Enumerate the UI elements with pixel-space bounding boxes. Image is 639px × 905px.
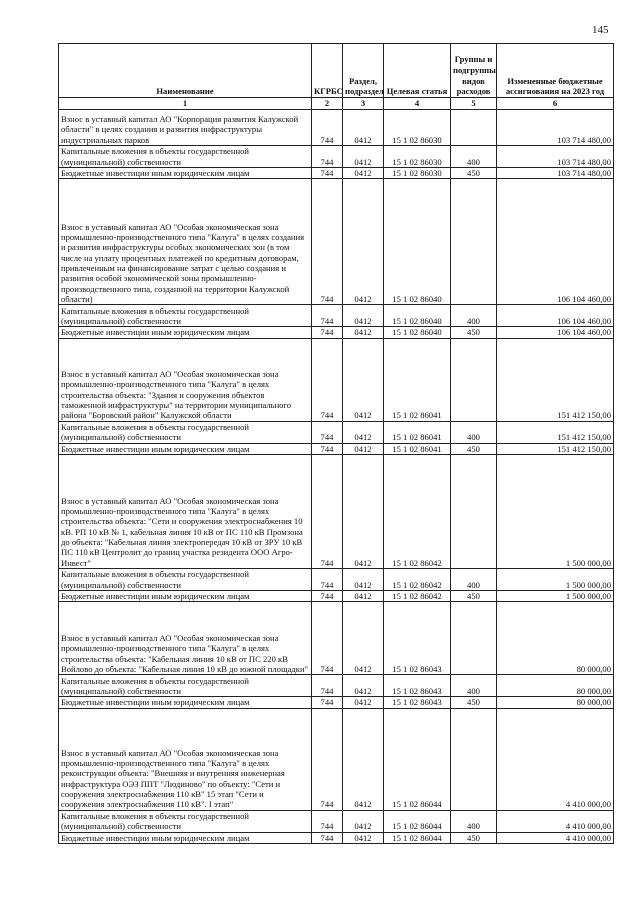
row-name: Взнос в уставный капитал АО "Особая экономическая зона промышленно-производственного типа "Калуга" в целях строительства объекта: "Кабельная линия 10 кВ от ПС 220 кВ Войлово до объекта: "Кабельная линия 10 кВ до южной площадки" (59, 602, 312, 675)
table-row (59, 338, 614, 421)
row-amount: 80 000,00 (497, 675, 614, 697)
row-amount: 1 500 000,00 (497, 590, 614, 601)
table-row (59, 327, 614, 338)
row-target: 15 1 02 86043 (384, 602, 451, 675)
table-row (59, 146, 614, 168)
row-kgrbs: 744 (312, 832, 343, 843)
col-number: 6 (497, 98, 614, 110)
row-group: 400 (451, 568, 497, 590)
row-name: Взнос в уставный капитал АО "Корпорация развития Калужской области" в целях создания и развития инфраструктуры индустриальных парков (59, 110, 312, 146)
row-amount: 4 410 000,00 (497, 708, 614, 810)
row-group (451, 602, 497, 675)
row-section: 0412 (343, 146, 384, 168)
table-row (59, 832, 614, 843)
row-amount: 151 412 150,00 (497, 443, 614, 454)
row-target: 15 1 02 86042 (384, 568, 451, 590)
row-section: 0412 (343, 168, 384, 179)
row-section: 0412 (343, 443, 384, 454)
row-section: 0412 (343, 810, 384, 832)
col-number: 5 (451, 98, 497, 110)
row-name: Взнос в уставный капитал АО "Особая экономическая зона промышленно-производственного типа "Калуга" в целях строительства объекта: "Сети и сооружения электроснабжения 10 кВ. РП 10 кВ № 1, кабельная линия 10 кВ от ПС 110 кВ Промзона до объекта: "Кабельная линия электропередач 10 кВ от ЗРУ 10 кВ ПС 110 кВ Центролит до границ участка резидента ООО Агро-Инвест" (59, 454, 312, 568)
row-section: 0412 (343, 454, 384, 568)
row-group: 400 (451, 810, 497, 832)
row-amount: 1 500 000,00 (497, 568, 614, 590)
table-row (59, 697, 614, 708)
column-number-row (59, 98, 614, 110)
row-group (451, 454, 497, 568)
row-group (451, 338, 497, 421)
row-target: 15 1 02 86030 (384, 168, 451, 179)
row-group: 400 (451, 675, 497, 697)
row-name: Капитальные вложения в объекты государственной (муниципальной) собственности (59, 146, 312, 168)
row-section: 0412 (343, 327, 384, 338)
row-target: 15 1 02 86043 (384, 675, 451, 697)
header-kgrbs: КГРБС (312, 44, 343, 98)
table-row (59, 675, 614, 697)
row-section: 0412 (343, 338, 384, 421)
table-row (59, 168, 614, 179)
row-name: Бюджетные инвестиции иным юридическим лицам (59, 327, 312, 338)
row-group: 450 (451, 443, 497, 454)
row-amount: 151 412 150,00 (497, 338, 614, 421)
row-name: Бюджетные инвестиции иным юридическим лицам (59, 697, 312, 708)
row-kgrbs: 744 (312, 146, 343, 168)
row-group: 400 (451, 421, 497, 443)
row-kgrbs: 744 (312, 338, 343, 421)
row-section: 0412 (343, 568, 384, 590)
row-target: 15 1 02 86044 (384, 708, 451, 810)
row-target: 15 1 02 86044 (384, 810, 451, 832)
row-amount: 103 714 480,00 (497, 168, 614, 179)
row-amount: 151 412 150,00 (497, 421, 614, 443)
row-section: 0412 (343, 697, 384, 708)
row-name: Капитальные вложения в объекты государственной (муниципальной) собственности (59, 810, 312, 832)
row-target: 15 1 02 86042 (384, 590, 451, 601)
row-group (451, 708, 497, 810)
row-amount: 80 000,00 (497, 697, 614, 708)
row-group: 450 (451, 697, 497, 708)
row-group: 400 (451, 146, 497, 168)
row-amount: 80 000,00 (497, 602, 614, 675)
row-target: 15 1 02 86041 (384, 338, 451, 421)
row-target: 15 1 02 86030 (384, 110, 451, 146)
row-amount: 4 410 000,00 (497, 832, 614, 843)
col-number: 4 (384, 98, 451, 110)
row-kgrbs: 744 (312, 305, 343, 327)
header-section: Раздел, подраздел (343, 44, 384, 98)
row-kgrbs: 744 (312, 697, 343, 708)
table-row (59, 110, 614, 146)
row-target: 15 1 02 86042 (384, 454, 451, 568)
col-number: 3 (343, 98, 384, 110)
table-row (59, 179, 614, 305)
row-name: Взнос в уставный капитал АО "Особая экономическая зона промышленно-производственного типа "Калуга" в целях строительства объекта: "Здания и сооружения объектов таможенной инфраструктуры" на территории муниципального района "Боровский район" Калужской области (59, 338, 312, 421)
row-name: Бюджетные инвестиции иным юридическим лицам (59, 832, 312, 843)
table-row (59, 590, 614, 601)
col-number: 2 (312, 98, 343, 110)
row-name: Бюджетные инвестиции иным юридическим лицам (59, 443, 312, 454)
row-name: Капитальные вложения в объекты государственной (муниципальной) собственности (59, 305, 312, 327)
row-group: 450 (451, 832, 497, 843)
table-row (59, 305, 614, 327)
row-amount: 103 714 480,00 (497, 110, 614, 146)
table-row (59, 708, 614, 810)
row-amount: 106 104 460,00 (497, 305, 614, 327)
row-target: 15 1 02 86040 (384, 327, 451, 338)
row-kgrbs: 744 (312, 110, 343, 146)
table-row (59, 454, 614, 568)
row-group: 450 (451, 590, 497, 601)
row-target: 15 1 02 86043 (384, 697, 451, 708)
row-section: 0412 (343, 179, 384, 305)
row-kgrbs: 744 (312, 810, 343, 832)
row-kgrbs: 744 (312, 179, 343, 305)
row-name: Капитальные вложения в объекты государственной (муниципальной) собственности (59, 675, 312, 697)
table-row (59, 421, 614, 443)
row-kgrbs: 744 (312, 602, 343, 675)
row-kgrbs: 744 (312, 443, 343, 454)
row-amount: 4 410 000,00 (497, 810, 614, 832)
row-group (451, 110, 497, 146)
budget-table (58, 43, 614, 844)
row-amount: 1 500 000,00 (497, 454, 614, 568)
row-name: Бюджетные инвестиции иным юридическим лицам (59, 168, 312, 179)
table-row (59, 443, 614, 454)
header-amount: Измененные бюджетные ассигнования на 2023 год (497, 44, 614, 98)
row-section: 0412 (343, 305, 384, 327)
row-section: 0412 (343, 708, 384, 810)
row-kgrbs: 744 (312, 708, 343, 810)
row-name: Капитальные вложения в объекты государственной (муниципальной) собственности (59, 568, 312, 590)
row-name: Взнос в уставный капитал АО "Особая экономическая зона промышленно-производственного типа "Калуга" в целях реконструкции объекта: "Внешняя и внутренняя инженерная инфраструктура ОЭЗ ППТ "Людиново" по объекту: "Сети и сооружения электроснабжения 110 кВ" 15 этап "Сети и сооружения электроснабжения 110 кВ". I этап" (59, 708, 312, 810)
row-target: 15 1 02 86030 (384, 146, 451, 168)
row-group: 450 (451, 168, 497, 179)
row-kgrbs: 744 (312, 168, 343, 179)
row-target: 15 1 02 86040 (384, 179, 451, 305)
row-amount: 106 104 460,00 (497, 179, 614, 305)
row-target: 15 1 02 86041 (384, 443, 451, 454)
row-group: 400 (451, 305, 497, 327)
row-section: 0412 (343, 110, 384, 146)
row-target: 15 1 02 86044 (384, 832, 451, 843)
row-group (451, 179, 497, 305)
header-name: Наименование (59, 44, 312, 98)
table-header-row (59, 44, 614, 98)
row-section: 0412 (343, 832, 384, 843)
row-kgrbs: 744 (312, 327, 343, 338)
row-kgrbs: 744 (312, 454, 343, 568)
row-section: 0412 (343, 602, 384, 675)
header-groups: Группы и подгруппы видов расходов (451, 44, 497, 98)
row-section: 0412 (343, 590, 384, 601)
row-kgrbs: 744 (312, 568, 343, 590)
table-row (59, 810, 614, 832)
table-row (59, 568, 614, 590)
row-target: 15 1 02 86040 (384, 305, 451, 327)
row-name: Взнос в уставный капитал АО "Особая экономическая зона промышленно-производственного типа "Калуга" в целях создания и развития инфраструктуры особых экономических зон (в том числе на уплату процентных платежей по кредитным договорам, привлеченным на финансирование затрат с целью создания и развития особой экономической зоны промышленно-производственного типа, созданной на территории Калужской области) (59, 179, 312, 305)
row-section: 0412 (343, 421, 384, 443)
row-name: Бюджетные инвестиции иным юридическим лицам (59, 590, 312, 601)
row-target: 15 1 02 86041 (384, 421, 451, 443)
row-kgrbs: 744 (312, 421, 343, 443)
row-group: 450 (451, 327, 497, 338)
row-kgrbs: 744 (312, 590, 343, 601)
row-section: 0412 (343, 675, 384, 697)
row-amount: 106 104 460,00 (497, 327, 614, 338)
col-number: 1 (59, 98, 312, 110)
row-kgrbs: 744 (312, 675, 343, 697)
header-target: Целевая статья (384, 44, 451, 98)
row-name: Капитальные вложения в объекты государственной (муниципальной) собственности (59, 421, 312, 443)
row-amount: 103 714 480,00 (497, 146, 614, 168)
page-number: 145 (592, 24, 609, 36)
table-row (59, 602, 614, 675)
